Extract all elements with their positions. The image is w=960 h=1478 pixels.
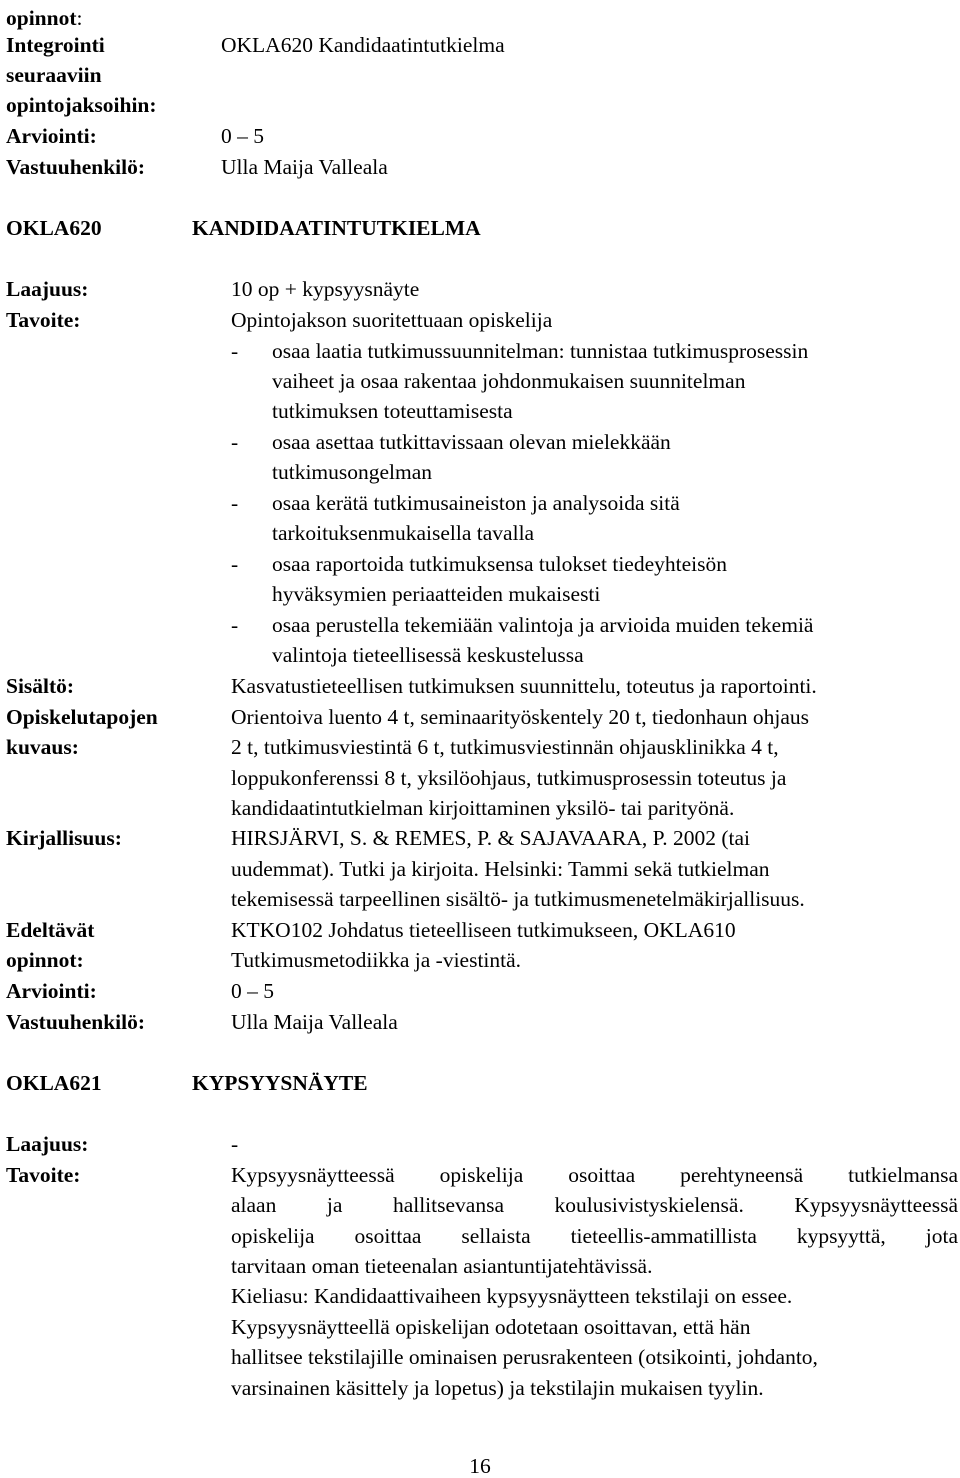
vastuu-value: Ulla Maija Valleala	[231, 1010, 398, 1034]
vastuu-value-top: Ulla Maija Valleala	[221, 155, 388, 179]
integrointi-label-line1: Integrointi	[6, 33, 105, 57]
goal-bullet: -	[231, 491, 239, 515]
goal-4-line-1: osaa raportoida tutkimuksensa tulokset tiedeyhteisön	[272, 552, 727, 576]
goal-3-line-1: osaa kerätä tutkimusaineiston ja analysoida sitä	[272, 491, 680, 515]
kirjallisuus-label: Kirjallisuus:	[6, 826, 122, 850]
opiskelutapojen-line-4: kandidaatintutkielman kirjoittaminen yksilö- tai parityönä.	[231, 796, 735, 820]
opiskelutapojen-line-2: 2 t, tutkimusviestintä 6 t, tutkimusviestinnän ohjausklinikka 4 t,	[231, 735, 779, 759]
laajuus-label: Laajuus:	[6, 277, 89, 301]
tavoite2-line-2: alaan ja hallitsevansa koulusivistyskielensä. Kypsyysnäytteessä	[231, 1193, 958, 1217]
goal-bullet: -	[231, 339, 239, 363]
goal-2-line-1: osaa asettaa tutkittavissaan olevan mielekkään	[272, 430, 671, 454]
goal-bullet: -	[231, 613, 239, 637]
opinnot-label: opinnot:	[6, 6, 83, 30]
goal-5-line-1: osaa perustella tekemiään valintoja ja arvioida muiden tekemiä	[272, 613, 814, 637]
tavoite2-line-6: Kypsyysnäytteellä opiskelijan odotetaan osoittavan, että hän	[231, 1315, 751, 1339]
sisalto-value: Kasvatustieteellisen tutkimuksen suunnittelu, toteutus ja raportointi.	[231, 674, 817, 698]
edeltavat-line-2: Tutkimusmetodiikka ja -viestintä.	[231, 948, 522, 972]
vastuu-label: Vastuuhenkilö:	[6, 1010, 146, 1034]
opiskelutapojen-line-1: Orientoiva luento 4 t, seminaarityöskentely 20 t, tiedonhaun ohjaus	[231, 705, 809, 729]
goal-3-line-2: tarkoituksenmukaisella tavalla	[272, 521, 535, 545]
kirjallisuus-line-1: HIRSJÄRVI, S. & REMES, P. & SAJAVAARA, P. 2002 (tai	[231, 826, 750, 850]
goal-1-line-3: tutkimuksen toteuttamisesta	[272, 399, 513, 423]
goal-bullet: -	[231, 430, 239, 454]
laajuus-label-2: Laajuus:	[6, 1132, 89, 1156]
goal-4-line-2: hyväksymien periaatteiden mukaisesti	[272, 582, 601, 606]
tavoite2-line-3: opiskelija osoittaa sellaista tieteellis-ammatillista kypsyyttä, jota	[231, 1224, 958, 1248]
goal-1-line-1: osaa laatia tutkimussuunnitelman: tunnistaa tutkimusprosessin	[272, 339, 809, 363]
goal-bullet: -	[231, 552, 239, 576]
opiskelutapojen-label-line2: kuvaus:	[6, 735, 79, 759]
arviointi-value-top: 0 – 5	[221, 124, 264, 148]
laajuus-value: 10 op + kypsyysnäyte	[231, 277, 420, 301]
arviointi-label: Arviointi:	[6, 979, 97, 1003]
goal-2-line-2: tutkimusongelman	[272, 460, 433, 484]
tavoite2-line-4: tarvitaan oman tieteenalan asiantuntijatehtävissä.	[231, 1254, 653, 1278]
opiskelutapojen-label-line1: Opiskelutapojen	[6, 705, 158, 729]
tavoite-intro: Opintojakson suoritettuaan opiskelija	[231, 308, 553, 332]
edeltavat-line-1: KTKO102 Johdatus tieteelliseen tutkimukseen, OKLA610	[231, 918, 736, 942]
goal-1-line-2: vaiheet ja osaa rakentaa johdonmukaisen suunnitelman	[272, 369, 746, 393]
tavoite2-line-5: Kieliasu: Kandidaattivaiheen kypsyysnäytteen tekstilaji on essee.	[231, 1284, 793, 1308]
edeltavat-label-line2: opinnot:	[6, 948, 84, 972]
tavoite2-line-8: varsinainen käsittely ja lopetus) ja tekstilajin mukaisen tyylin.	[231, 1376, 764, 1400]
kirjallisuus-line-2: uudemmat). Tutki ja kirjoita. Helsinki: Tammi sekä tutkielman	[231, 857, 770, 881]
opiskelutapojen-line-3: loppukonferenssi 8 t, yksilöohjaus, tutkimusprosessin toteutus ja	[231, 766, 787, 790]
edeltavat-label-line1: Edeltävät	[6, 918, 95, 942]
tavoite2-line-7: hallitsee tekstilajille ominaisen perusrakenteen (otsikointi, johdanto,	[231, 1345, 818, 1369]
arviointi-label-top: Arviointi:	[6, 124, 97, 148]
course-title-kypsyysnayte: KYPSYYSNÄYTE	[192, 1071, 368, 1095]
course-title-kandidaatintutkielma: KANDIDAATINTUTKIELMA	[192, 216, 481, 240]
vastuu-label-top: Vastuuhenkilö:	[6, 155, 146, 179]
tavoite2-line-1: Kypsyysnäytteessä opiskelija osoittaa perehtyneensä tutkielmansa	[231, 1163, 958, 1187]
course-code-okla620: OKLA620	[6, 216, 102, 240]
integrointi-label-line2: seuraaviin	[6, 63, 102, 87]
integrointi-value: OKLA620 Kandidaatintutkielma	[221, 33, 505, 57]
sisalto-label: Sisältö:	[6, 674, 75, 698]
goal-5-line-2: valintoja tieteellisessä keskustelussa	[272, 643, 584, 667]
page-number: 16	[469, 1454, 491, 1478]
kirjallisuus-line-3: tekemisessä tarpeellinen sisältö- ja tutkimusmenetelmäkirjallisuus.	[231, 887, 805, 911]
tavoite-label: Tavoite:	[6, 308, 81, 332]
integrointi-label-line3: opintojaksoihin:	[6, 93, 157, 117]
course-code-okla621: OKLA621	[6, 1071, 102, 1095]
tavoite-label-2: Tavoite:	[6, 1163, 81, 1187]
laajuus-value-2: -	[231, 1132, 239, 1156]
arviointi-value: 0 – 5	[231, 979, 274, 1003]
